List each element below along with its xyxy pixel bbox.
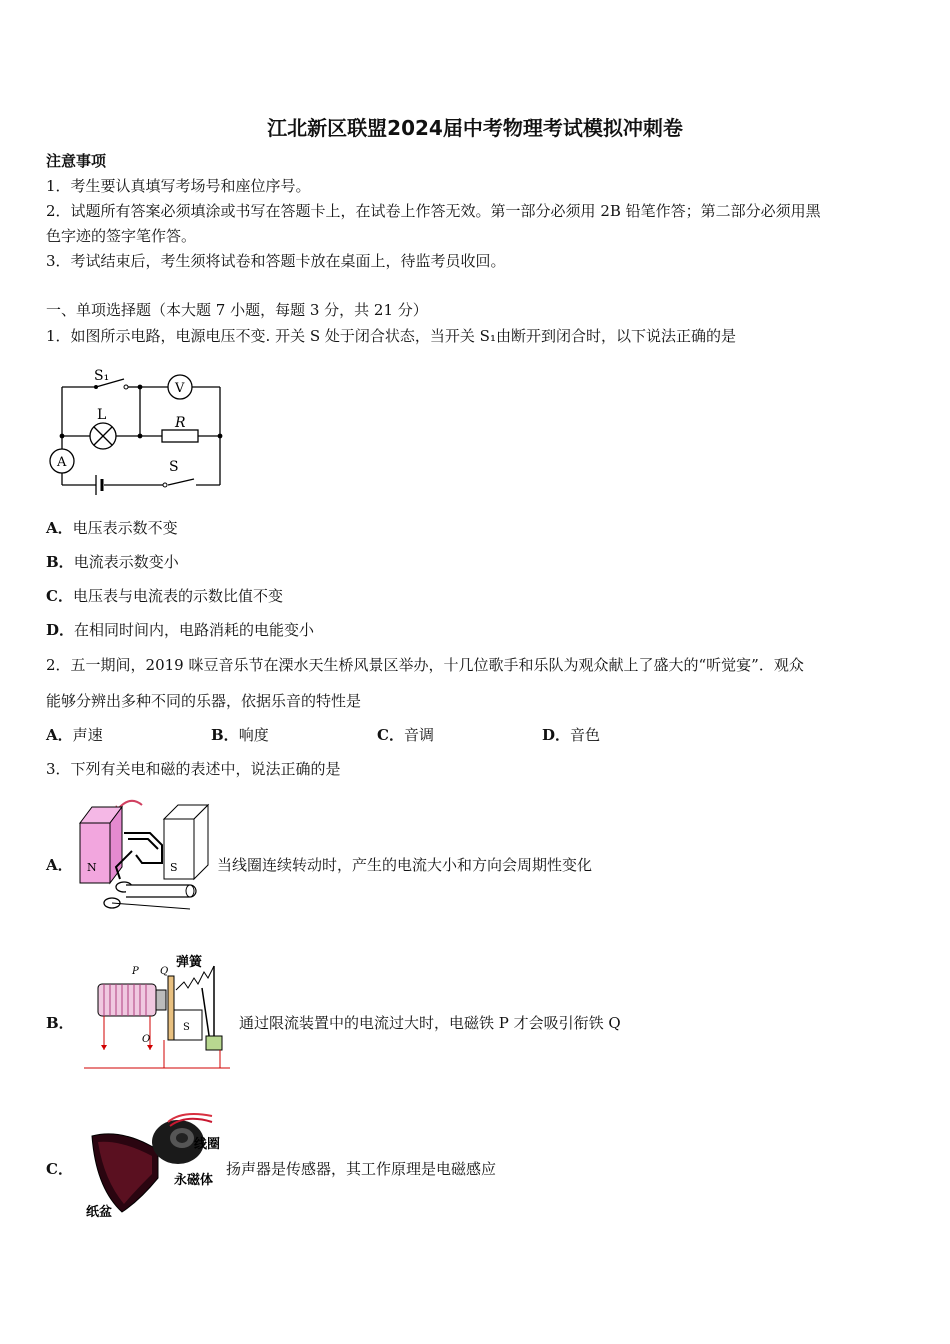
label-magnet: 永磁体: [174, 1173, 214, 1188]
notice-item-1: 1．考生要认真填写考场号和座位序号。: [46, 177, 311, 195]
q1-option-a-letter: A．: [46, 519, 73, 537]
q1-option-d-letter: D．: [46, 621, 75, 639]
section-heading: 一、单项选择题（本大题 7 小题，每题 3 分，共 21 分）: [46, 301, 428, 319]
question-1-stem: 1．如图所示电路，电源电压不变. 开关 S 处于闭合状态，当开关 S₁由断开到闭合时，以下说法正确的是: [46, 327, 736, 345]
q1-option-a: [46, 518, 178, 538]
q2-option-b-text: 响度: [238, 726, 269, 744]
label-l: L: [97, 407, 107, 423]
q2-option-a-letter: A．: [46, 726, 73, 744]
notice-item-3: 3．考试结束后，考生须将试卷和答题卡放在桌面上，待监考员收回。: [46, 252, 506, 270]
q2-option-c: [377, 725, 434, 745]
label-spring: 弹簧: [176, 955, 203, 970]
q2-option-a-text: 声速: [72, 726, 103, 744]
label-q: Q: [160, 966, 169, 977]
label-r: R: [175, 415, 186, 431]
q1-option-c: [46, 586, 283, 606]
q3-option-b-letter: B．: [46, 1014, 74, 1032]
label-a: A: [57, 455, 67, 470]
q3-option-b-text: 通过限流装置中的电流过大时，电磁铁 P 才会吸引衔铁 Q: [239, 1014, 621, 1032]
label-s: S: [183, 1022, 190, 1033]
label-p: P: [132, 966, 139, 977]
notice-heading: 注意事项: [46, 152, 107, 170]
q3-option-a-text: 当线圈连续转动时，产生的电流大小和方向会周期性变化: [217, 856, 593, 874]
q1-option-d-text: 在相同时间内，电路消耗的电能变小: [74, 621, 315, 639]
q1-option-b: [46, 552, 179, 572]
label-cone: 纸盆: [86, 1205, 113, 1220]
q3-option-c-text: 扬声器是传感器，其工作原理是电磁感应: [226, 1160, 497, 1178]
q3-option-a-letter: A．: [46, 856, 73, 874]
q2-option-b-letter: B．: [211, 726, 239, 744]
q2-option-c-letter: C．: [377, 726, 404, 744]
circuit-diagram: [44, 365, 229, 500]
label-s1: S₁: [94, 368, 110, 384]
current-limiter-figure: [80, 950, 235, 1075]
question-2-stem-line1: 2．五一期间，2019 咪豆音乐节在溧水天生桥风景区举办，十几位歌手和乐队为观众献上了盛大的“听觉宴”．观众: [46, 656, 804, 674]
q1-option-b-letter: B．: [46, 553, 74, 571]
generator-figure: [72, 793, 212, 918]
q1-option-d: [46, 620, 314, 640]
q1-option-b-text: 电流表示数变小: [73, 553, 179, 571]
q2-option-c-text: 音调: [403, 726, 434, 744]
label-v: V: [175, 381, 185, 396]
q2-option-d: [542, 725, 600, 745]
label-o: O: [142, 1034, 151, 1045]
speaker-figure: [82, 1108, 227, 1223]
q1-option-a-text: 电压表示数不变: [72, 519, 178, 537]
q1-option-c-letter: C．: [46, 587, 73, 605]
notice-item-2: 2．试题所有答案必须填涂或书写在答题卡上，在试卷上作答无效。第一部分必须用 2B 铅笔作答；第二部分必须用黑: [46, 202, 821, 220]
label-s: S: [170, 861, 178, 874]
notice-item-2-cont: 色字迹的签字笔作答。: [46, 227, 197, 245]
q1-option-c-text: 电压表与电流表的示数比值不变: [72, 587, 283, 605]
label-n: N: [87, 861, 97, 874]
q2-option-d-text: 音色: [570, 726, 601, 744]
question-3-stem: 3．下列有关电和磁的表述中，说法正确的是: [46, 760, 341, 778]
question-2-stem-line2: 能够分辨出多种不同的乐器，依据乐音的特性是: [46, 692, 362, 710]
label-s: S: [169, 459, 179, 475]
q3-option-c-letter: C．: [46, 1160, 73, 1178]
q2-option-d-letter: D．: [542, 726, 571, 744]
page-title: 江北新区联盟2024届中考物理考试模拟冲刺卷: [267, 116, 683, 140]
label-coil: 线圈: [194, 1137, 221, 1152]
q2-option-a: [46, 725, 103, 745]
q2-option-b: [211, 725, 269, 745]
